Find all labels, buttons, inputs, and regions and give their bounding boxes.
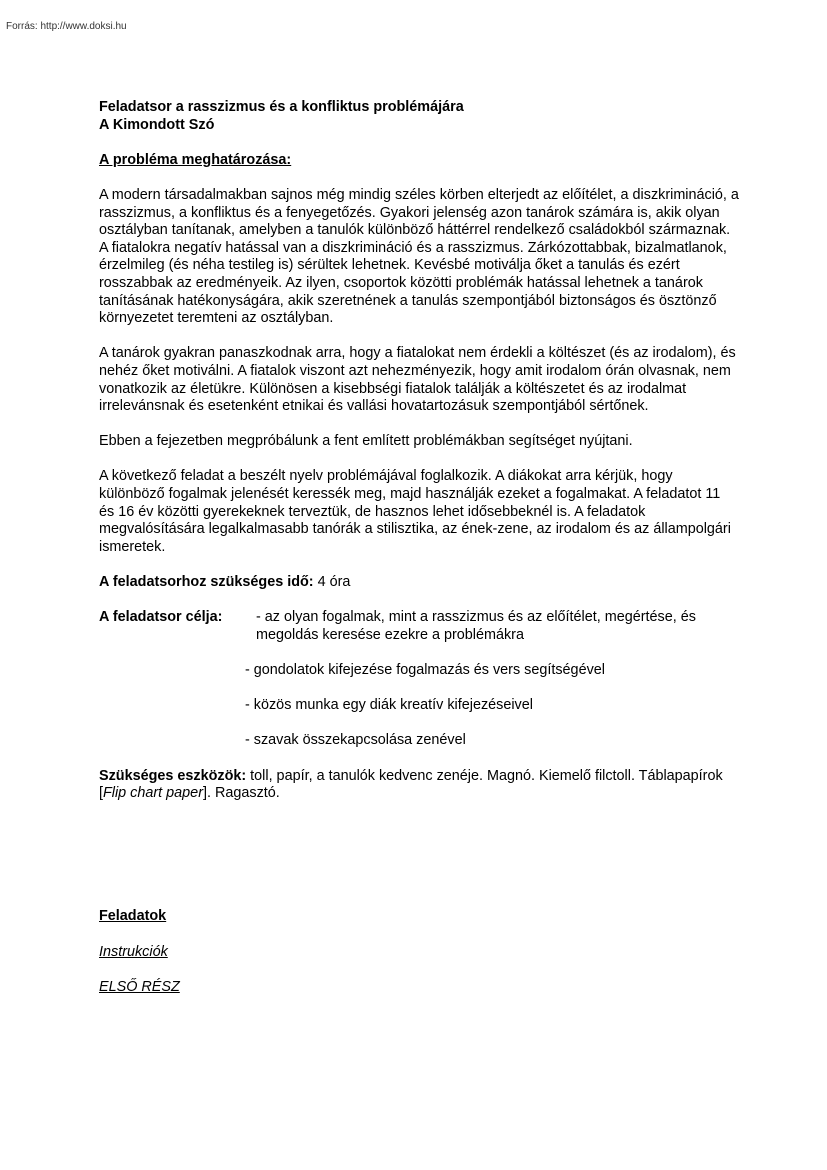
tools-italic: Flip chart paper: [103, 785, 203, 802]
instructions-heading: Instrukciók: [99, 943, 168, 960]
goal-label: A feladatsor célja:: [99, 609, 223, 626]
paragraph-2: A tanárok gyakran panaszkodnak arra, hogy a fiatalokat nem érdekli a költészet (és az irodalom), és nehéz őket motiválni. A fiatalok viszont azt nehezményezik, hogy amit irodalom órán olvasnak, nem vonatkozik az életükre. Különösen a kisebbségi fiatalok találják a költészetet és az irodalmat irrelevánsnak és esetenként etnikai és vallási hovatartozásuk szempontjából sértőnek.: [99, 345, 736, 415]
document-title: Feladatsor a rasszizmus és a konfliktus problémájára: [99, 99, 464, 115]
tools-text-1: toll, papír, a tanulók kedvenc zenéje. Magnó. Kiemelő filctoll. Táblapapírok [: [99, 767, 723, 802]
problem-heading: A probléma meghatározása:: [99, 151, 292, 168]
goal-item-2: - gondolatok kifejezése fogalmazás és vers segítségével: [245, 662, 605, 678]
tools-line: [99, 768, 739, 803]
document-subtitle: A Kimondott Szó: [99, 116, 215, 133]
time-line: [99, 574, 739, 592]
time-label: A feladatsorhoz szükséges idő:: [99, 574, 314, 591]
document-body: [99, 99, 739, 996]
source-line: Forrás: http://www.doksi.hu: [6, 21, 127, 32]
goal-item-1: - az olyan fogalmak, mint a rasszizmus és az előítélet, megértése, és megoldás keresése ezekre a problémákra: [256, 609, 696, 643]
paragraph-4: A következő feladat a beszélt nyelv problémájával foglalkozik. A diákokat arra kérjük, hogy különböző fogalmak jelenését keressék meg, majd használják ezeket a fogalmakat. A feladatot 11 és 16 év közötti gyerekeknek terveztük, de hasznos lehet idősebbeknél is. A feladatok megvalósítására legalkalmasabb tanórák a stilisztika, az ének-zene, az irodalom és az állampolgári ismeretek.: [99, 468, 731, 555]
goal-item-4: - szavak összekapcsolása zenével: [245, 732, 466, 749]
goal-item-3: - közös munka egy diák kreatív kifejezéseivel: [245, 697, 533, 714]
tasks-heading: Feladatok: [99, 908, 167, 925]
tools-label: Szükséges eszközök:: [99, 767, 247, 784]
time-value: 4 óra: [313, 574, 351, 591]
paragraph-1: A modern társadalmakban sajnos még mindig széles körben elterjedt az előítélet, a diszkrimináció, a rasszizmus, a konfliktus és a fenyegetőzés. Gyakori jelenség azon tanárok számára is, akik olyan osztályban tanítanak, amelyben a tanulók különböző háttérrel rendelkező családokból származnak. A fiatalokra negatív hatással van a diszkrimináció és a rasszizmus. Zárkózottabbak, bizalmatlanok, érzelmileg (és néha testileg is) sérültek lehetnek. Kevésbé motiválja őket a tanulás és ezért rosszabbak az eredményeik. Az ilyen, csoportok közötti problémák hatással lehetnek a tanárok tanításának hatékonyságára, akik szeretnének a tanulás szempontjából biztonságos és ösztönző környezetet teremteni az osztályban.: [99, 186, 739, 327]
tools-text-2: ]. Ragasztó.: [202, 785, 280, 802]
goal-row: [99, 609, 739, 644]
part-one-heading: ELSŐ RÉSZ: [99, 978, 180, 995]
paragraph-3: Ebben a fejezetben megpróbálunk a fent említett problémákban segítséget nyújtani.: [99, 433, 633, 450]
